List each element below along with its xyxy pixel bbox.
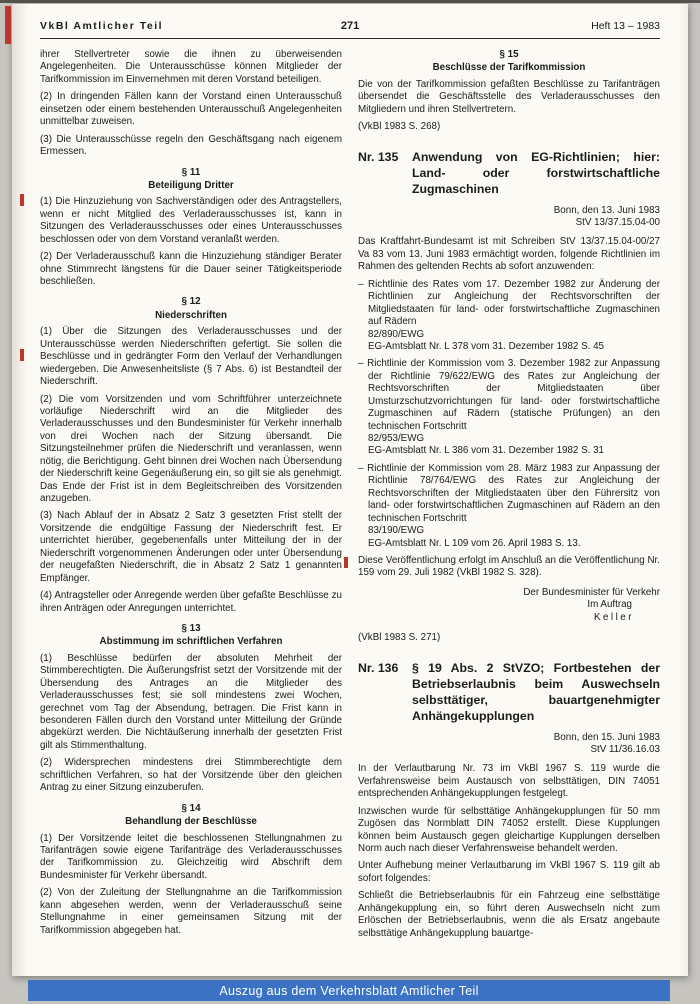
- paragraph: Schließt die Betriebserlaubnis für ein Fahrzeug eine selbsttätige Anhängekupplung ein, so führt deren Auswechseln nicht zum Erlöschen der Betriebserlaubnis, wenn die als Ersatz angebaute selbsttätige Anhängekupplung bauartge-: [358, 890, 660, 939]
- paragraph: (1) Die Hinzuziehung von Sachverständigen oder des Antragstellers, wenn er nicht Mitglied des Verladerausschusses ist, kann in Sitzungen des Verladerausschusses oder eines Unterausschusses beschlossen oder von dem Vorstand veranlaßt werden.: [40, 196, 342, 245]
- section-heading-12: [40, 296, 342, 322]
- red-margin-mark: [344, 557, 348, 568]
- directive-text: – Richtlinie der Kommission vom 28. März 1983 zur Anpassung der Richtlinie 78/764/EWG des Rates zur Angleichung der Rechtsvorschriften der Mitgliedstaaten über den Führersitz von land- oder forstwirtschaftlichen Zugmaschinen auf Rädern an den technischen Fortschritt: [358, 462, 660, 524]
- section-heading-15: [358, 49, 660, 75]
- directive-code: 82/890/EWG: [368, 328, 425, 340]
- notice-number: Nr. 136: [358, 660, 399, 675]
- paragraph: (3) Die Unterausschüsse regeln den Geschäftsgang nach eigenem Ermessen.: [40, 133, 342, 158]
- paragraph: (4) Antragsteller oder Anregende werden über gefaßte Beschlüsse zu ihren Anträgen oder Anregungen unterrichtet.: [40, 590, 342, 614]
- paragraph: Inzwischen wurde für selbsttätige Anhängekupplungen für 50 mm Zugösen das Normblatt DIN 74052 erstellt. Diese Kupplungen können beim Austausch gegen gleichartige Kupplungen derselben Norm auch nach dieser Verfahrensweise behandelt werden.: [358, 805, 660, 855]
- left-column: [40, 49, 342, 951]
- directive-gazette-ref: EG-Amtsblatt Nr. L 386 vom 31. Dezember 1982 S. 31: [368, 445, 604, 457]
- notice-title: § 19 Abs. 2 StVZO; Fortbestehen der Betriebserlaubnis beim Auswechseln selbsttätiger, bauartgenehmigter Anhängekupplungen: [412, 660, 660, 723]
- red-margin-mark: [20, 349, 24, 361]
- paper-sheet: [12, 4, 688, 976]
- file-number: StV 11/36.16.03: [590, 743, 660, 755]
- dateline: [358, 205, 660, 230]
- section-heading-14: [40, 803, 342, 829]
- section-title: Beteiligung Dritter: [148, 179, 234, 191]
- text-columns: [12, 39, 688, 951]
- notice-136-heading: [358, 661, 660, 725]
- scan-edge: [0, 0, 700, 3]
- section-number: § 13: [181, 622, 201, 634]
- dateline: [358, 732, 660, 757]
- paragraph: ihrer Stellvertreter sowie die ihnen zu überweisenden Angelegenheiten. Die Unterausschüsse können Mitglieder der Tarifkommission im Einvernehmen mit deren Vorstand beteiligen.: [40, 49, 342, 85]
- notice-135-heading: [358, 150, 660, 198]
- paragraph: (2) Die vom Vorsitzenden und vom Schriftführer unterzeichnete vorläufige Niederschrift wird an die Mitglieder des Verladerausschusses und den Bundesminister für Verkehr innerhalb von drei Wochen nach der Sitzung übersandt. Die Sitzungsteilnehmer prüfen die Niederschrift und veranlassen, wenn nötig, die Berichtigung. Geht binnen drei Wochen nach Übersendung der Niederschrift keine Gegenäußerung ein, so gilt sie als genehmigt. Das Ende der Frist ist in dem Begleitschreiben des Vorsitzenden anzugeben.: [40, 393, 342, 504]
- source-reference: (VkBl 1983 S. 271): [358, 632, 441, 644]
- directive-gazette-ref: EG-Amtsblatt Nr. L 378 vom 31. Dezember 1982 S. 45: [368, 340, 604, 352]
- section-number: § 12: [181, 296, 201, 308]
- source-reference: (VkBl 1983 S. 268): [358, 121, 441, 133]
- signature-name: Keller: [593, 611, 634, 623]
- paragraph: Das Kraftfahrt-Bundesamt ist mit Schreiben StV 13/37.15.04-00/27 Va 83 vom 13. Juni 1983 ermächtigt worden, folgende Richtlinien im Rahmen des geltenden Rechts ab sofort anzuwenden:: [358, 236, 660, 273]
- notice-title: Anwendung von EG-Richtlinien; hier: Land- oder forstwirtschaftliche Zugmaschinen: [412, 149, 660, 196]
- paragraph: (1) Der Vorsitzende leitet die beschlossenen Stellungnahmen zu Tarifanträgen sowie eigene Tarifanträge des Verladerausschusses der Tarifkommission zu. Gleichzeitig wird Abschrift dem Bundesminister für Verkehr übersandt.: [40, 832, 342, 881]
- date-place: Bonn, den 13. Juni 1983: [553, 204, 660, 216]
- signature-block: [358, 587, 660, 624]
- issue-label: Heft 13 – 1983: [591, 20, 661, 32]
- footer-banner: [28, 980, 670, 1001]
- directive-item: [358, 463, 660, 550]
- paragraph: Die von der Tarifkommission gefaßten Beschlüsse zu Tarifanträgen übersendet die Geschäftsstelle des Verladerausschusses den Mitgliedern und ihren Stellvertretern.: [358, 78, 660, 115]
- section-heading-13: [40, 623, 342, 649]
- footer-banner-text: Auszug aus dem Verkehrsblatt Amtlicher Teil: [219, 983, 479, 998]
- notice-number: Nr. 135: [358, 149, 399, 164]
- paragraph: In der Verlautbarung Nr. 73 im VkBl 1967 S. 119 wurde die Verfahrensweise beim Austausch von selbsttätigen, DIN 74051 entsprechenden Anhängekupplungen festgelegt.: [358, 763, 660, 800]
- paragraph: (2) Der Verladerausschuß kann die Hinzuziehung ständiger Berater ohne Stimmrecht längstens für die Dauer seiner Tätigkeitsperiode beschließen.: [40, 251, 342, 287]
- paragraph: (2) Widersprechen mindestens drei Stimmberechtigte dem schriftlichen Verfahren, so hat der Vorsitzende über den gleichen Antrag zu einer Sitzung einzuberufen.: [40, 757, 342, 794]
- journal-title: VkBl Amtlicher Teil: [40, 20, 164, 32]
- paragraph: (1) Über die Sitzungen des Verladerausschusses und der Unterausschüsse werden Niederschriften gefertigt. Sie sollen die Beschlüsse und in gedrängter Form den Verlauf der Verhandlungen wiedergeben. Die Anwesenheitsliste (§ 7 Abs. 6) ist Bestandteil der Niederschrift.: [40, 326, 342, 388]
- paragraph: (2) Von der Zuleitung der Stellungnahme an die Tarifkommission kann abgesehen werden, wenn der Verladerausschuß seine Stellungnahme in einer gemeinsamen Sitzung mit der Tarifkommission abgegeben hat.: [40, 887, 342, 936]
- directive-text: – Richtlinie des Rates vom 17. Dezember 1982 zur Änderung der Richtlinien zur Angleichung der Rechtsvorschriften der Mitgliedstaaten für land- oder forstwirtschaftliche Zugmaschinen auf Rädern: [358, 278, 660, 328]
- section-number: § 15: [499, 49, 519, 60]
- paragraph: Diese Veröffentlichung erfolgt im Anschluß an die Veröffentlichung Nr. 159 vom 29. Juli 1982 (VkBl 1982 S. 328).: [358, 554, 660, 579]
- signature-office: Der Bundesminister für Verkehr: [523, 586, 660, 598]
- directive-code: 83/190/EWG: [368, 525, 425, 537]
- section-title: Niederschriften: [155, 309, 227, 321]
- section-number: § 11: [181, 166, 201, 178]
- paragraph: (2) In dringenden Fällen kann der Vorstand einen Unterausschuß einsetzen oder einem bestehenden Unterausschuß Angelegenheiten unmittelbar zuweisen.: [40, 91, 342, 128]
- section-title: Beschlüsse der Tarifkommission: [432, 62, 586, 74]
- directive-item: [358, 358, 660, 458]
- right-column: [358, 49, 660, 951]
- paragraph: (1) Beschlüsse bedürfen der absoluten Mehrheit der Stimmberechtigten. Die Äußerungsfrist setzt der Vorsitzende mit der Übersendung des Antrages an die Mitglieder des Verladerausschusses fest; sie soll mindestens zwei Wochen, gerechnet vom Tag der Absendung, betragen. Die Frist kann in besonderen Fällen durch den Vorstand unter Mitteilung der Gründe abgekürzt werden. Die Nichtäußerung innerhalb der gesetzten Frist gilt als Stimmenthaltung.: [40, 652, 342, 751]
- section-heading-11: [40, 167, 342, 193]
- page-number: 271: [340, 20, 360, 32]
- red-margin-mark: [20, 194, 24, 206]
- directive-text: – Richtlinie der Kommission vom 3. Dezember 1982 zur Anpassung der Richtlinie 79/622/EWG des Rates zur Angleichung der Rechtsvorschriften der Mitgliedstaaten über Umsturzschutzvorrichtungen für land- oder forstwirtschaftliche Zugmaschinen auf Rädern (statische Prüfungen) an den technischen Fortschritt: [358, 358, 660, 432]
- section-title: Behandlung der Beschlüsse: [125, 816, 257, 828]
- date-place: Bonn, den 15. Juni 1983: [553, 731, 660, 743]
- directive-item: [358, 279, 660, 354]
- section-title: Abstimmung im schriftlichen Verfahren: [99, 636, 283, 648]
- paragraph: Unter Aufhebung meiner Verlautbarung im VkBl 1967 S. 119 gilt ab sofort folgendes:: [358, 860, 660, 884]
- directive-code: 82/953/EWG: [368, 433, 425, 445]
- directive-gazette-ref: EG-Amtsblatt Nr. L 109 vom 26. April 1983 S. 13.: [368, 537, 581, 549]
- paragraph: (3) Nach Ablauf der in Absatz 2 Satz 3 gesetzten Frist stellt der Vorsitzende die endgültige Fassung der Niederschrift fest. Er unterrichtet hierüber, gegebenenfalls unter Mitteilung der in der Niederschrift vorgenommenen Änderungen oder unter Übersendung der neugefaßten Niederschrift, die in Absatz 2 Satz 1 genannten Empfänger.: [40, 510, 342, 584]
- signature-order: Im Auftrag: [587, 599, 632, 611]
- file-number: StV 13/37.15.04-00: [575, 217, 660, 229]
- section-number: § 14: [181, 802, 201, 814]
- page-header: [12, 4, 688, 35]
- red-margin-mark: [5, 6, 11, 44]
